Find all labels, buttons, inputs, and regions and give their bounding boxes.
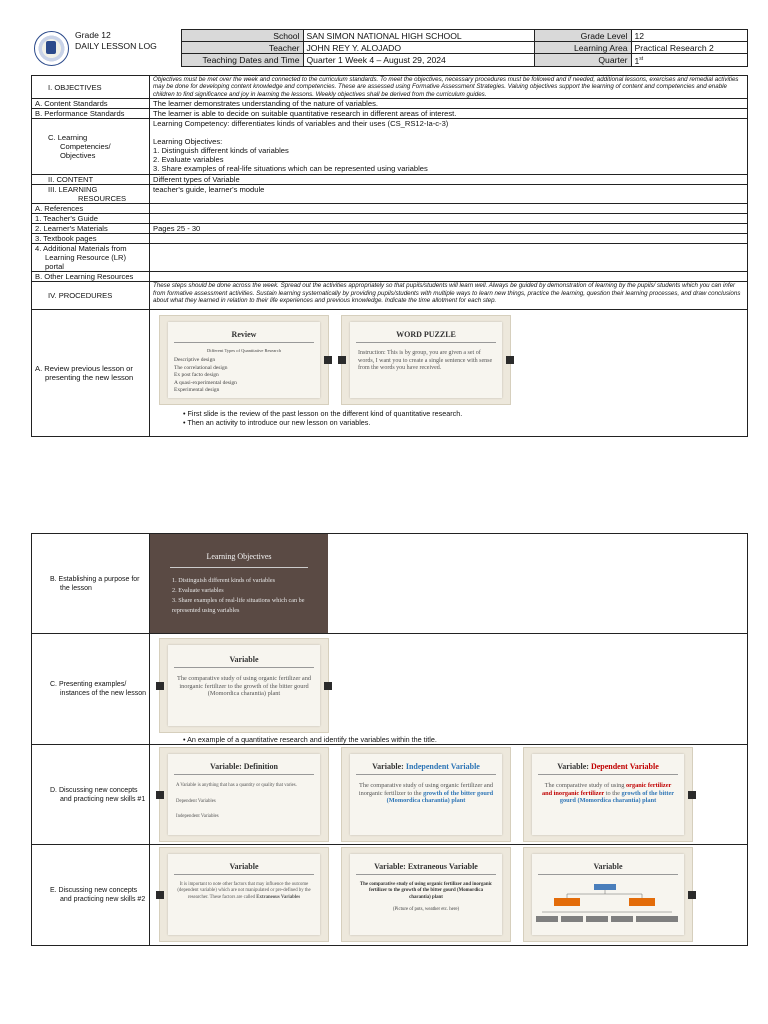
slide-variable-diagram: Variable bbox=[523, 847, 693, 942]
document-title: DAILY LESSON LOG bbox=[75, 41, 157, 51]
review-content bbox=[150, 310, 748, 437]
grade-level-value: 12 bbox=[631, 30, 747, 42]
discussing-1-label: D. Discussing new concepts and practicing new skills #1 bbox=[32, 745, 150, 845]
content-standards-label: A. Content Standards bbox=[32, 99, 150, 109]
performance-standards-text: The learner is able to decide on suitable quantitative research in different areas of interest. bbox=[150, 109, 748, 119]
lesson-table bbox=[31, 75, 748, 437]
content-text: Different types of Variable bbox=[150, 175, 748, 185]
competencies-text: Learning Competency: differentiates kinds of variables and their uses (CS_RS12-Ia-c-3) Learning Objectives: 1. Distinguish different kinds of variables 2. Evaluate variables 3. Share examples of real-life situations which can be represented using variables bbox=[150, 119, 748, 175]
slide-extraneous-variable: Variable: Extraneous Variable The comparative study of using organic fertilizer and inorganic fertilizer to the growth of the bitter gourd (Momordica charantia) plant (Picture of pots, weather etc. here) bbox=[341, 847, 511, 942]
additional-materials-label: 4. Additional Materials from Learning Resource (LR) portal bbox=[32, 244, 150, 272]
discussing-2-label: E. Discussing new concepts and practicing new skills #2 bbox=[32, 845, 150, 946]
examples-bullet: • An example of a quantitative research and identify the variables within the title. bbox=[183, 735, 744, 744]
examples-content bbox=[150, 634, 748, 745]
discussing-2-content bbox=[150, 845, 748, 946]
header-table bbox=[31, 29, 748, 67]
learning-area-value: Practical Research 2 bbox=[631, 42, 747, 54]
slide-word-puzzle: WORD PUZZLE Instruction: This is by group, you are given a set of words, I want you to create a single sentence with sense from the words you have received. bbox=[341, 315, 511, 405]
purpose-content bbox=[150, 534, 748, 634]
slide-independent-variable: Variable: Independent Variable The comparative study of using organic fertilizer and inorganic fertilizer to the growth of the bitter gourd (Momordica charantia) plant bbox=[341, 747, 511, 842]
purpose-label: B. Establishing a purpose for the lesson bbox=[32, 534, 150, 634]
content-label: II. CONTENT bbox=[32, 175, 150, 185]
review-label: A. Review previous lesson or presenting the new lesson bbox=[32, 310, 150, 437]
quarter-value: 1st bbox=[631, 54, 747, 67]
quarter-label: Quarter bbox=[534, 54, 631, 67]
school-label: School bbox=[181, 30, 303, 42]
learning-area-label: Learning Area bbox=[534, 42, 631, 54]
grade-level-label: Grade Level bbox=[534, 30, 631, 42]
slide-variable-extraneous-intro: Variable It is important to note other factors that may influence the outcome (dependent variable) which are not manipulated or pre-defined by the researcher. These factors are called Extraneous Variables bbox=[159, 847, 329, 942]
slide-dependent-variable: Variable: Dependent Variable The comparative study of using organic fertilizer and inorganic fertilizer to the growth of the bitter gourd (Momordica charantia) plant bbox=[523, 747, 693, 842]
slide-variable-definition: Variable: Definition A Variable is anything that has a quantity or quality that varies. Dependent Variables Independent Variables bbox=[159, 747, 329, 842]
performance-standards-label: B. Performance Standards bbox=[32, 109, 150, 119]
procedures-text: These steps should be done across the week. Spread out the activities appropriately so that pupils/students will learn well. Always be guided by demonstration of learning by the pupils/ students which you can infer from formative assessment activities. Sustain learning systematically by providing pupils/students with multiple ways to learn new things, practice the learning, question their learning processes, and draw conclusions about what they learned in relation to their life experiences and previous knowledge. Indicate the time allotment for each step. bbox=[150, 282, 748, 310]
resources-label: III. LEARNING RESOURCES bbox=[32, 185, 150, 204]
grade-title: Grade 12 bbox=[75, 30, 111, 40]
review-bullet-2: • Then an activity to introduce our new lesson on variables. bbox=[183, 418, 744, 427]
other-resources-label: B. Other Learning Resources bbox=[32, 272, 150, 282]
competencies-label: C. Learning Competencies/ Objectives bbox=[32, 119, 150, 175]
dates-value: Quarter 1 Week 4 – August 29, 2024 bbox=[303, 54, 534, 67]
dates-label: Teaching Dates and Time bbox=[181, 54, 303, 67]
lesson-table-continued bbox=[31, 533, 748, 946]
discussing-1-content bbox=[150, 745, 748, 845]
teacher-label: Teacher bbox=[181, 42, 303, 54]
objectives-text: Objectives must be met over the week and connected to the curriculum standards. To meet the objectives, necessary procedures must be followed and if needed, additional lessons, exercises and remedial activities may be done for developing content knowledge and competencies. These are assessed using Formative Assessment Strategies. Valuing objectives support the learning of content and competencies and enable children to find significance and joy in learning the lessons. Weekly objectives shall be derived from the curriculum guides. bbox=[150, 76, 748, 99]
slide-variable-example: Variable The comparative study of using organic fertilizer and inorganic fertilizer to the growth of the bitter gourd (Momordica charantia) plant bbox=[159, 638, 329, 733]
school-value: SAN SIMON NATIONAL HIGH SCHOOL bbox=[303, 30, 534, 42]
review-bullet-1: • First slide is the review of the past lesson on the different kind of quantitative research. bbox=[183, 409, 744, 418]
textbook-pages-label: 3. Textbook pages bbox=[32, 234, 150, 244]
slide-learning-objectives: Learning Objectives 1. Distinguish different kinds of variables 2. Evaluate variables 3. Share examples of real-life situations which can be represented using variables bbox=[150, 534, 328, 633]
learners-materials-text: Pages 25 - 30 bbox=[150, 224, 748, 234]
objectives-label: I. OBJECTIVES bbox=[32, 76, 150, 99]
learners-materials-label: 2. Learner's Materials bbox=[32, 224, 150, 234]
resources-text: teacher's guide, learner's module bbox=[150, 185, 748, 204]
slide-review: Review Different Types of Quantitative Research Descriptive design The correlational design Ex post facto design A quasi-experimental design Experimental design bbox=[159, 315, 329, 405]
procedures-label: IV. PROCEDURES bbox=[32, 282, 150, 310]
examples-label: C. Presenting examples/ instances of the new lesson bbox=[32, 634, 150, 745]
variable-diagram bbox=[532, 878, 682, 933]
references-label: A. References bbox=[32, 204, 150, 214]
content-standards-text: The learner demonstrates understanding of the nature of variables. bbox=[150, 99, 748, 109]
teachers-guide-label: 1. Teacher's Guide bbox=[32, 214, 150, 224]
teacher-value: JOHN REY Y. ALOJADO bbox=[303, 42, 534, 54]
